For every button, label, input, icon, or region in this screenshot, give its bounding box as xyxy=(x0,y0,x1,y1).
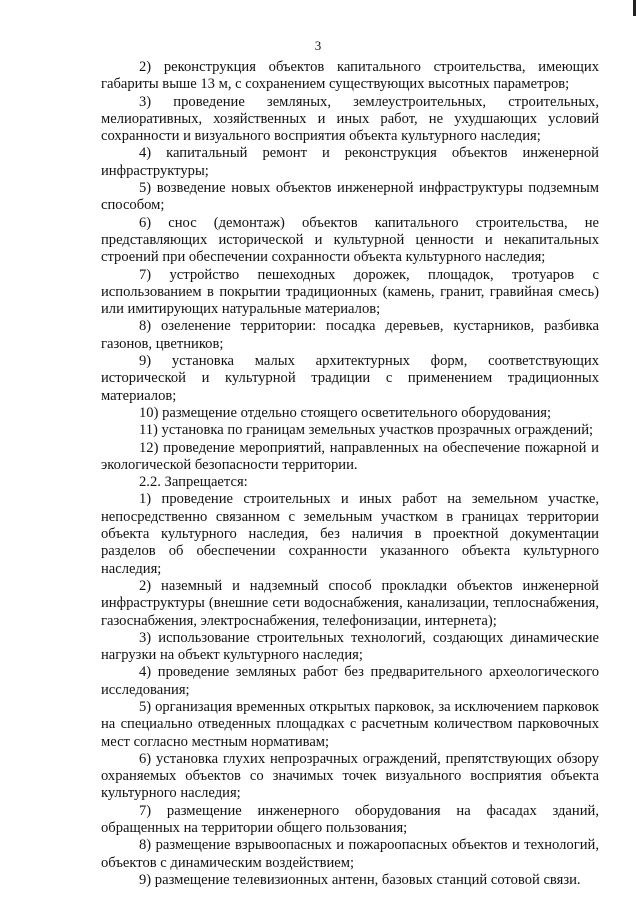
allowed-item-9: 9) установка малых архитектурных форм, соответствующих исторической и культурной традиции с применением традиционных материалов; xyxy=(101,353,599,404)
allowed-item-8: 8) озеленение территории: посадка деревьев, кустарников, разбивка газонов, цветников; xyxy=(101,318,599,352)
allowed-item-10: 10) размещение отдельно стоящего осветительного оборудования; xyxy=(139,404,552,421)
allowed-item-5: 5) возведение новых объектов инженерной инфраструктуры подземным способом; xyxy=(101,180,599,214)
prohibited-item-8: 8) размещение взрывоопасных и пожароопасных объектов и технологий, объектов с динамическим воздействием; xyxy=(101,837,599,871)
prohibited-item-5: 5) организация временных открытых парковок, за исключением парковок на специально отведенных площадках с расчетным количеством парковочных мест согласно местным нормативам; xyxy=(101,698,599,750)
allowed-item-2: 2) реконструкция объектов капитального строительства, имеющих габариты выше 13 м, с сохранением существующих высотных параметров; xyxy=(101,59,599,93)
allowed-item-11: 11) установка по границам земельных участков прозрачных ограждений; xyxy=(139,422,594,439)
page-number: 3 xyxy=(314,38,322,53)
prohibited-item-1: 1) проведение строительных и иных работ на земельном участке, непосредственно связанном с земельным участком в границах территории объекта культурного наследия, без наличия в проектной документации разделов об обеспечении сохранности указанного объекта культурного наследия; xyxy=(101,491,599,577)
prohibited-item-3: 3) использование строительных технологий, создающих динамические нагрузки на объект культурного наследия; xyxy=(101,629,599,664)
allowed-item-3: 3) проведение земляных, землеустроительных, строительных, мелиоративных, хозяйственных и иных работ, не ухудшающих условий сохранности и визуального восприятия объекта культурного наследия; xyxy=(101,93,599,145)
allowed-item-7: 7) устройство пешеходных дорожек, площадок, тротуаров с использованием в покрытии традиционных (камень, гранит, гравийная смесь) или имитирующих натуральные материалов; xyxy=(101,266,599,318)
allowed-item-4: 4) капитальный ремонт и реконструкция объектов инженерной инфраструктуры; xyxy=(101,145,599,179)
allowed-item-6: 6) снос (демонтаж) объектов капитального строительства, не представляющих исторической и культурной ценности и некапитальных строений при обеспечении сохранности объекта культурного наследия; xyxy=(101,214,599,266)
section-heading-prohibited: 2.2. Запрещается: xyxy=(139,474,248,491)
document-body xyxy=(101,59,599,889)
prohibited-item-2: 2) наземный и надземный способ прокладки объектов инженерной инфраструктуры (внешние сети водоснабжения, канализации, теплоснабжения, газоснабжения, электроснабжения, телефонизации, интернета); xyxy=(101,577,599,629)
prohibited-item-6: 6) установка глухих непрозрачных ограждений, препятствующих обзору охраняемых объектов со значимых точек визуального восприятия объекта культурного наследия; xyxy=(101,750,599,802)
prohibited-item-7: 7) размещение инженерного оборудования на фасадах зданий, обращенных на территории общего пользования; xyxy=(101,802,599,837)
allowed-item-12: 12) проведение мероприятий, направленных на обеспечение пожарной и экологической безопасности территории. xyxy=(101,439,599,473)
prohibited-item-9: 9) размещение телевизионных антенн, базовых станций сотовой связи. xyxy=(139,871,581,888)
prohibited-item-4: 4) проведение земляных работ без предварительного археологического исследования; xyxy=(101,664,599,698)
